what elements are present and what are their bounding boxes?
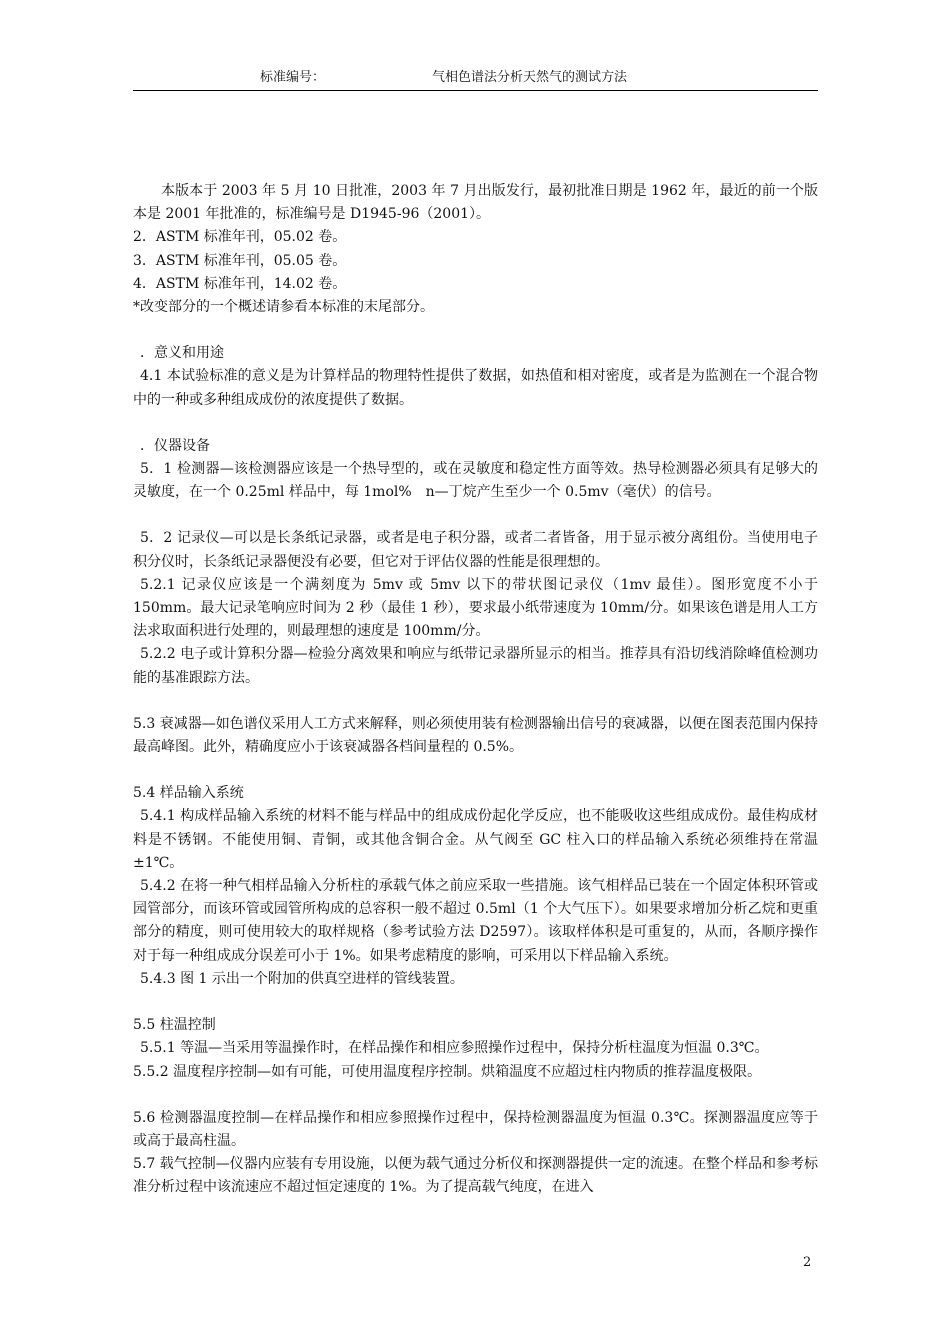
paragraph-5-5-1: 5.5.1 等温—当采用等温操作时，在样品操作和相应参照操作过程中，保持分析柱温度为恒温 0.3℃。 [140,1040,769,1057]
paragraph-5-2-1: 5.2.1 记录仪应该是一个满刻度为 5mv 或 5mv 以下的带状图记录仪（1mv 最佳）。图形宽度不小于 150mm。最大记录笔响应时间为 2 秒（最佳 1 秒），要求最小纸带速度为 10mm/分。如果该色谱是用人工方法求取面积进行处理的，则最理想的速度是 100mm/分。 [133,576,818,640]
document-body [133,180,818,1200]
page-number: 2 [803,1255,812,1270]
paragraph-5-2: 5．2 记录仪—可以是长条纸记录器，或者是电子积分器，或者二者皆备，用于显示被分离组份。当使用电子积分仪时，长条纸记录器便没有必要，但它对于评估仪器的性能是很理想的。 [133,530,818,570]
standard-number-label: 标准编号： [260,70,326,85]
paragraph-5-5-2: 5.5.2 温度程序控制—如有可能，可使用温度程序控制。烘箱温度不应超过柱内物质的推荐温度极限。 [133,1063,762,1080]
section-heading-5-4: 5.4 样品输入系统 [133,785,244,802]
section-heading-apparatus: ．仪器设备 [140,437,210,454]
paragraph-5-4-1: 5.4.1 构成样品输入系统的材料不能与样品中的组成成份起化学反应，也不能吸收这些组成成份。最佳构成材料是不锈钢。不能使用铜、青铜，或其他含铜合金。从气阀至 GC 柱入口的样品输入系统必须维持在常温±1℃。 [133,808,818,871]
footnote-2: 2．ASTM 标准年刊，05.02 卷。 [133,229,347,246]
paragraph-4-1: 4.1 本试验标准的意义是为计算样品的物理特性提供了数据，如热值和相对密度，或者是为监测在一个混合物中的一种或多种组成成份的浓度提供了数据。 [133,368,818,408]
paragraph-5-7: 5.7 载气控制—仪器内应装有专用设施，以便为载气通过分析仪和探测器提供一定的流速。在整个样品和参考标准分析过程中该流速应不超过恒定速度的 1%。为了提高载气纯度，在进入 [133,1156,818,1196]
footnote-4: 4．ASTM 标准年刊，14.02 卷。 [133,275,347,292]
paragraph-5-4-3: 5.4.3 图 1 示出一个附加的供真空进样的管线装置。 [140,970,464,987]
paragraph-5-6: 5.6 检测器温度控制—在样品操作和相应参照操作过程中，保持检测器温度为恒温 0.3℃。探测器温度应等于或高于最高柱温。 [133,1109,818,1149]
page-header [133,70,818,91]
paragraph-5-2-2: 5.2.2 电子或计算积分器—检验分离效果和响应与纸带记录器所显示的相当。推荐具有沿切线消除峰值检测功能的基准跟踪方法。 [133,646,818,686]
paragraph-5-1: 5．1 检测器—该检测器应该是一个热导型的，或在灵敏度和稳定性方面等效。热导检测器必须具有足够大的灵敏度，在一个 0.25ml 样品中，每 1mol% n—丁烷产生至少一个 0.5mv（毫伏）的信号。 [133,461,818,501]
paragraph-5-4-2: 5.4.2 在将一种气相样品输入分析柱的承载气体之前应采取一些措施。该气相样品已装在一个固定体积环管或园管部分，而该环管或园管所构成的总容积一般不超过 0.5ml（1 个大气压下）。如果要求增加分析乙烷和更重部分的精度，则可使用较大的取样规格（参考试验方法 D2597）。该取样体积是可重复的，从而，各顺序操作对于每一种组成成分误差可小于 1%。如果考虑精度的影响，可采用以下样品输入系统。 [133,878,818,964]
paragraph-5-3: 5.3 衰减器—如色谱仪采用人工方式来解释，则必须使用装有检测器输出信号的衰减器，以便在图表范围内保持最高峰图。此外，精确度应小于该衰减器各档间量程的 0.5%。 [133,715,818,756]
section-heading-significance: ．意义和用途 [140,345,224,362]
approval-paragraph: 本版本于 2003 年 5 月 10 日批准，2003 年 7 月出版发行，最初批准日期是 1962 年，最近的前一个版本是 2001 年批准的，标准编号是 D1945-96（2001）。 [133,183,818,223]
section-heading-5-5: 5.5 柱温控制 [133,1017,216,1034]
document-title: 气相色谱法分析天然气的测试方法 [432,70,628,85]
change-note: *改变部分的一个概述请参看本标准的末尾部分。 [133,299,434,316]
footnote-3: 3．ASTM 标准年刊，05.05 卷。 [133,252,347,269]
